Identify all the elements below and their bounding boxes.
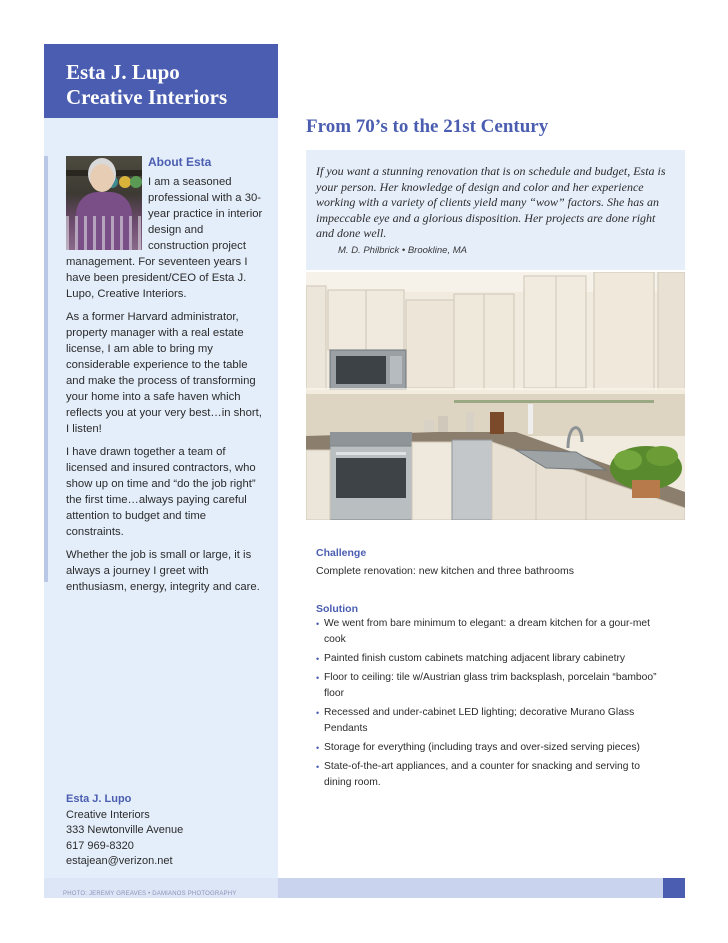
testimonial-quote: If you want a stunning renovation that is on schedule and budget, Esta is your person. Her knowledge of design and color and her experience working with a variety of clients yield many “wow” factors. She has an impeccable eye and a glorious disposition. Her projects are done right and done well. xyxy=(316,164,666,240)
challenge-heading: Challenge xyxy=(316,547,367,559)
footer-accent-square xyxy=(663,878,685,898)
contact-email[interactable]: estajean@verizon.net xyxy=(66,855,173,867)
list-item: • Recessed and under-cabinet LED lighting; decorative Murano Glass Pendants xyxy=(316,707,635,734)
brand-subtitle: Creative Interiors xyxy=(66,85,228,109)
about-bio xyxy=(66,174,266,602)
list-item: • Storage for everything (including trays and over-sized serving pieces) xyxy=(316,740,666,756)
about-heading: About Esta xyxy=(148,155,212,169)
list-item: • We went from bare minimum to elegant: a dream kitchen for a gour-met cook xyxy=(316,618,651,645)
contact-address: 333 Newtonville Avenue xyxy=(66,824,184,836)
brand-name: Esta J. Lupo xyxy=(66,60,180,84)
bullet-icon: • xyxy=(316,673,320,683)
bio-paragraph: As a former Harvard administrator, property manager with a real estate license, I am able to bring my considerable experience to the table and make the process of transforming your home into a safe haven which reflects you at your very best…in short, I listen! xyxy=(66,311,262,435)
contact-company: Creative Interiors xyxy=(66,808,150,821)
list-item: • Painted finish custom cabinets matching adjacent library cabinetry xyxy=(316,651,666,667)
bullet-icon: • xyxy=(316,619,320,629)
bio-paragraph: Whether the job is small or large, it is always a journey I greet with enthusiasm, energy, integrity and care. xyxy=(66,549,260,593)
contact-block xyxy=(66,792,183,870)
bullet-icon: • xyxy=(316,743,320,753)
solution-heading: Solution xyxy=(316,603,358,615)
bullet-icon: • xyxy=(316,762,320,772)
list-item: • Floor to ceiling: tile w/Austrian glass trim backsplash, porcelain “bamboo” floor xyxy=(316,672,657,699)
solution-list xyxy=(316,616,666,794)
photo-credit: PHOTO: JEREMY GREAVES • DAMIANOS PHOTOGRAPHY xyxy=(63,891,237,897)
contact-phone: 617 969-8320 xyxy=(66,839,134,852)
challenge-text: Complete renovation: new kitchen and three bathrooms xyxy=(316,565,574,577)
contact-name: Esta J. Lupo xyxy=(66,793,132,805)
bio-paragraph: I have drawn together a team of licensed and insured contractors, who show up on time and “do the job right” the first time…always paying careful attention to budget and time constraints. xyxy=(66,446,256,538)
sidebar-accent-rule xyxy=(44,156,48,582)
testimonial-attribution: M. D. Philbrick • Brookline, MA xyxy=(338,245,467,256)
page-title: From 70’s to the 21st Century xyxy=(306,116,549,137)
bullet-icon: • xyxy=(316,654,320,664)
bullet-icon: • xyxy=(316,708,320,718)
kitchen-photo xyxy=(306,272,685,520)
bio-paragraph: I am a seasoned professional with a 30-year practice in interior design and construction project management. For seventeen years I have been president/CEO of Esta J. Lupo, Creative Interiors. xyxy=(66,176,263,300)
brand-logo xyxy=(66,60,227,110)
list-item: • State-of-the-art appliances, and a counter for snacking and serving to dining room. xyxy=(316,761,640,788)
